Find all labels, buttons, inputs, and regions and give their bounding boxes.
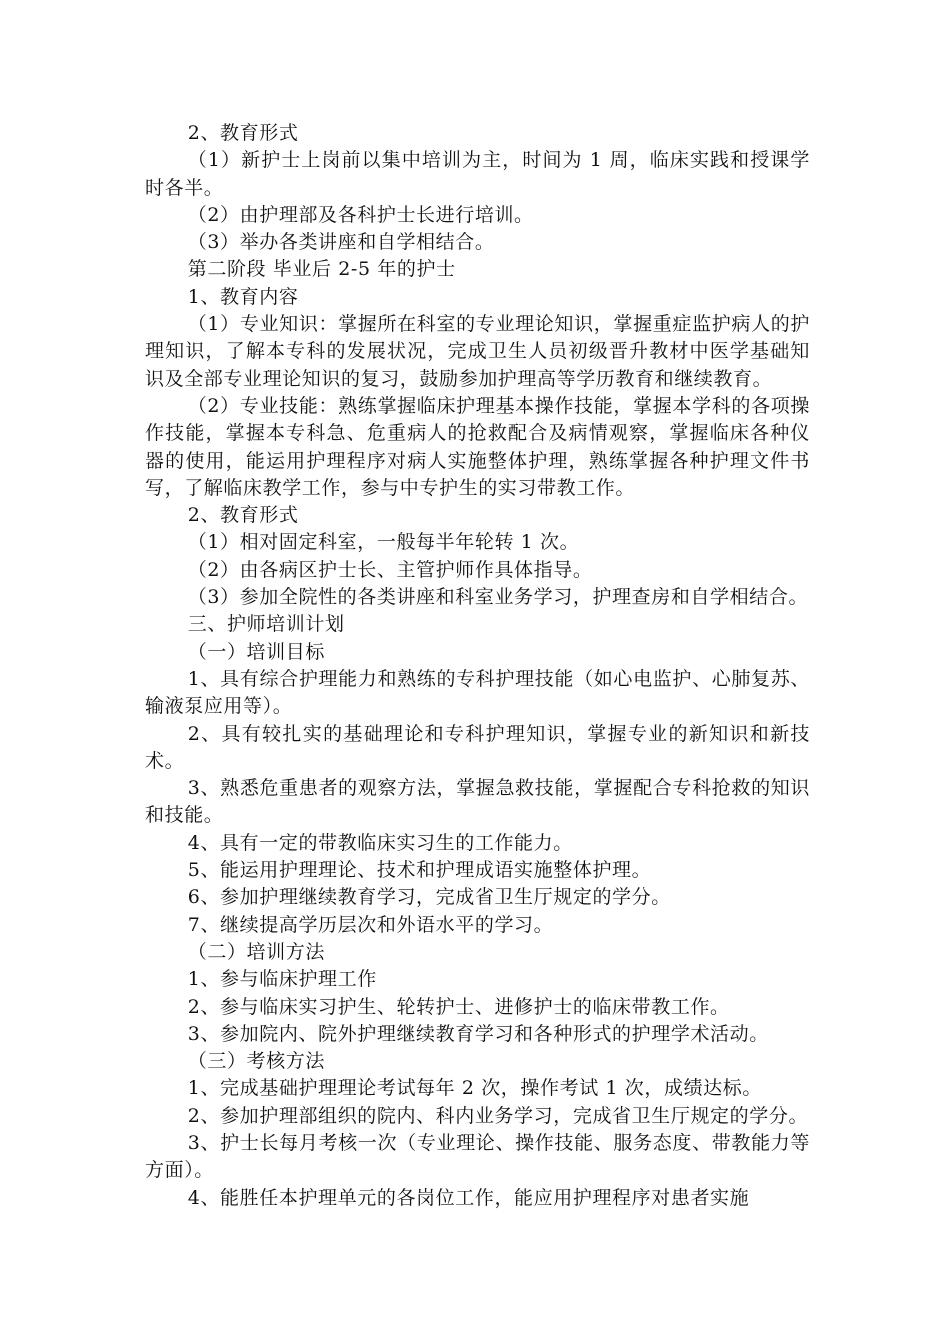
paragraph: 1、具有综合护理能力和熟练的专科护理技能（如心电监护、心肺复苏、输液泵应用等）。 (145, 667, 810, 718)
paragraph: 2、教育形式 (187, 122, 299, 144)
section-heading: 第二阶段 毕业后 2-5 年的护士 (187, 258, 456, 281)
paragraph: 4、能胜任本护理单元的各岗位工作，能应用护理程序对患者实施 (187, 1186, 750, 1209)
paragraph: 1、参与临床护理工作 (187, 968, 377, 991)
paragraph: 3、护士长每月考核一次（专业理论、操作技能、服务态度、带教能力等方面）。 (145, 1131, 810, 1182)
paragraph: （2）由护理部及各科护士长进行培训。 (187, 203, 534, 226)
subsection-heading: （三）考核方法 (187, 1050, 325, 1073)
paragraph: （3）举办各类讲座和自学相结合。 (187, 231, 495, 254)
paragraph: （1）新护士上岗前以集中培训为主，时间为 1 周，临床实践和授课学时各半。 (145, 149, 810, 199)
paragraph: 4、具有一定的带教临床实习生的工作能力。 (187, 831, 573, 854)
paragraph: （1）相对固定科室，一般每半年轮转 1 次。 (187, 531, 580, 554)
subsection-heading: （二）培训方法 (187, 940, 325, 963)
paragraph: 3、参加院内、院外护理继续教育学习和各种形式的护理学术活动。 (187, 1022, 769, 1045)
paragraph: 7、继续提高学历层次和外语水平的学习。 (187, 913, 554, 936)
paragraph: 3、熟悉危重患者的观察方法，掌握急救技能，掌握配合专科抢救的知识和技能。 (145, 777, 810, 827)
paragraph: 2、参与临床实习护生、轮转护士、进修护士的临床带教工作。 (187, 995, 730, 1018)
paragraph: 1、完成基础护理理论考试每年 2 次，操作考试 1 次，成绩达标。 (187, 1077, 762, 1100)
paragraph: 5、能运用护理理论、技术和护理成语实施整体护理。 (187, 859, 652, 882)
paragraph: 2、教育形式 (187, 504, 299, 527)
document-body (145, 120, 810, 1212)
paragraph: 2、具有较扎实的基础理论和专科护理知识，掌握专业的新知识和新技术。 (145, 722, 810, 772)
section-heading: 三、护师培训计划 (187, 613, 345, 636)
subsection-heading: （一）培训目标 (187, 640, 325, 663)
paragraph: （3）参加全院性的各类讲座和科室业务学习，护理查房和自学相结合。 (187, 586, 809, 609)
paragraph: （2）专业技能：熟练掌握临床护理基本操作技能，掌握本学科的各项操作技能，掌握本专科急、危重病人的抢救配合及病情观察，掌握临床各种仪器的使用，能运用护理程序对病人实施整体护理，熟练掌握各种护理文件书写，了解临床教学工作，参与中专护生的实习带教工作。 (145, 394, 810, 499)
paragraph: 1、教育内容 (187, 285, 299, 308)
paragraph: 6、参加护理继续教育学习，完成省卫生厅规定的学分。 (187, 886, 671, 909)
paragraph: （1）专业知识：掌握所在科室的专业理论知识，掌握重症监护病人的护理知识，了解本专科的发展状况，完成卫生人员初级晋升教材中医学基础知识及全部专业理论知识的复习，鼓励参加护理高等学历教育和继续教育。 (145, 313, 810, 390)
paragraph: （2）由各病区护士长、主管护师作具体指导。 (187, 558, 593, 581)
paragraph: 2、参加护理部组织的院内、科内业务学习，完成省卫生厅规定的学分。 (187, 1104, 809, 1127)
